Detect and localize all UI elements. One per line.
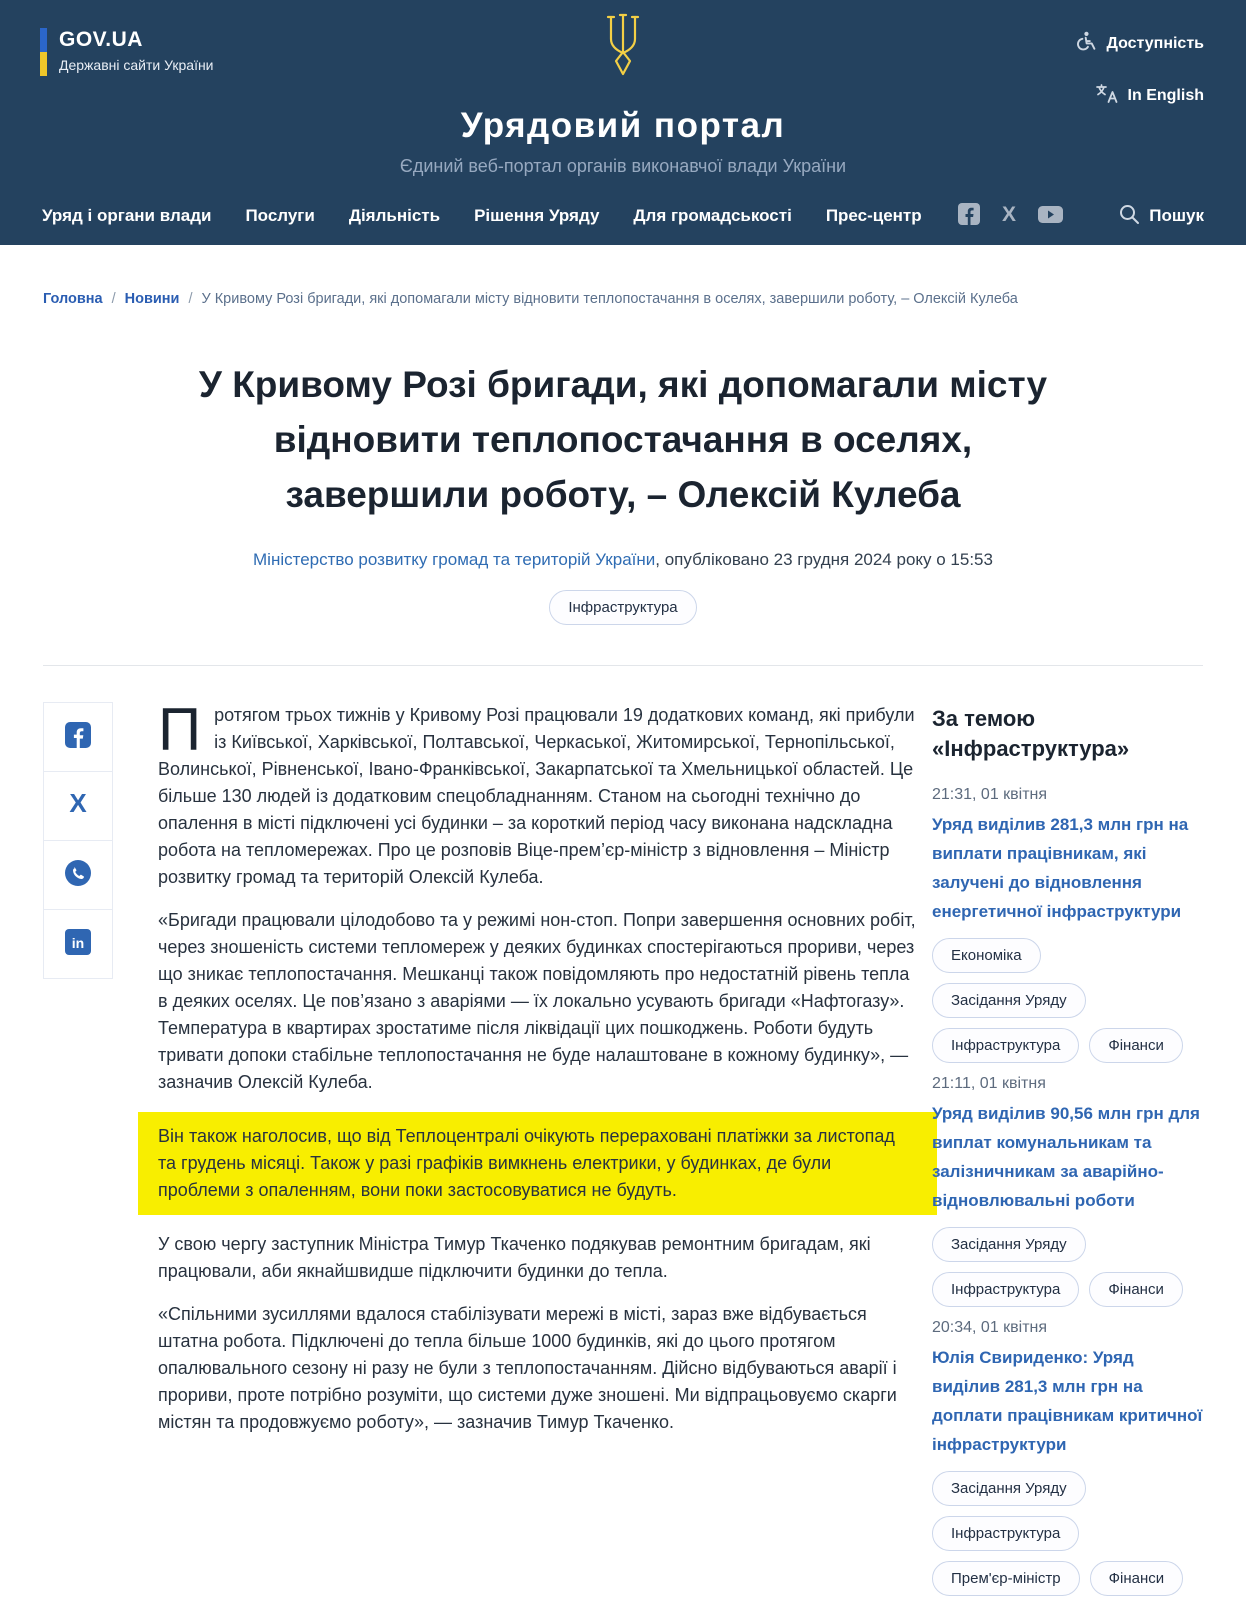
nav-item-services[interactable]: Послуги [245,206,315,225]
svg-text:X: X [69,788,87,818]
tag-pill[interactable]: Інфраструктура [932,1272,1079,1307]
article-paragraph: Протягом трьох тижнів у Кривому Розі працювали 19 додаткових команд, які прибули із Київської, Харківської, Полтавської, Черкаської, Житомирської, Тернопільської, Волинської, Рівненської, Івано-Франківської, Закарпатської та Хмельницької областей. Це більше 130 людей із додатковим спецобладнанням. Станом на сьогодні технічно до опалення в місті підключені усі будинки – за короткий період часу виконана надскладна робота на тепломережах. Про це розповів Віце-прем’єр-міністр з відновлення – Міністр розвитку громад та територій Олексій Кулеба. [158,696,915,887]
related-news-item [932,1075,1203,1307]
tag-pill[interactable]: Прем'єр-міністр [932,1561,1080,1596]
language-switch-link[interactable] [1095,82,1204,109]
search-button[interactable] [1118,203,1204,230]
article-paragraph-highlighted: Він також наголосив, що від Теплоцентралі очікують перераховані платіжки за листопад та грудень місяці. Також у разі графіків вимкнень електрики, у будинках, де були проблеми з опаленням, вони поки застосовуватися не будуть. [138,1112,937,1215]
related-news-sidebar [932,702,1203,1608]
dropcap-letter: П [158,696,202,763]
portal-subtitle: Єдиний веб-портал органів виконавчої влади України [399,156,847,176]
x-twitter-icon [63,789,93,824]
facebook-icon[interactable] [957,202,981,231]
article-paragraph: «Спільними зусиллями вдалося стабілізувати мережі в місті, зараз вже відбувається штатна робота. Підключені до тепла більше 1000 будинків, які до цього протягом опалювального сезону ні разу не були з теплопостачанням. Дійсно відбуваються аварії і прориви, проте потрібно розуміти, що системи дуже зношені. Ми відпрацьовуємо скарги містян та продовжуємо роботу», — зазначив Тимур Ткаченко. [158,1304,897,1432]
nav-item-activity[interactable]: Діяльність [348,206,441,225]
facebook-icon [64,721,92,754]
nav-item-government[interactable]: Уряд і органи влади [42,206,212,225]
article-source-link[interactable]: Міністерство розвитку громад та територій України [253,550,656,569]
tag-pill[interactable]: Засідання Уряду [932,1227,1086,1262]
article-paragraph: У свою чергу заступник Міністра Тимур Ткаченко подякував ремонтним бригадам, які працювали, аби якнайшвидше підключити будинки до тепла. [158,1234,871,1281]
tag-pill[interactable]: Фінанси [1090,1561,1184,1596]
trident-emblem-icon [602,12,644,81]
language-label: In English [1127,86,1204,104]
main-navigation [0,187,1246,245]
breadcrumb [43,245,1203,307]
accessibility-icon [1074,30,1097,58]
nav-item-press-center[interactable]: Прес-центр [825,206,922,225]
share-x-twitter-button[interactable] [43,771,113,841]
article-byline [0,550,1246,570]
news-title-link[interactable]: Уряд виділив 281,3 млн грн на виплати працівникам, які залучені до відновлення енергетичної інфраструктури [932,815,1189,921]
accessibility-label: Доступність [1106,35,1204,52]
breadcrumb-separator: / [188,291,193,307]
related-news-item [932,1319,1203,1596]
tag-pill[interactable]: Економіка [932,938,1041,973]
article-body [158,696,917,1452]
sidebar-heading: За темою «Інфраструктура» [932,706,1130,761]
breadcrumb-home[interactable]: Головна [43,291,103,307]
share-whatsapp-button[interactable] [43,840,113,910]
tag-pill[interactable]: Фінанси [1089,1028,1183,1063]
portal-title: Урядовий портал [460,106,786,145]
article-paragraph: «Бригади працювали цілодобово та у режимі нон-стоп. Попри завершення основних робіт, через зношеність системи тепломереж у деяких будинках спостерігаються прориви, через що зникає теплопостачання. Мешканці також повідомляють про недостатній рівень тепла в деяких оселях. Це пов’язано з аваріями — їх локально усувають бригади «Нафтогазу». Температура в квартирах зростатиме після ліквідації цих пошкоджень. Роботи будуть тривати допоки стабільне теплопостачання не буде налаштоване в кожному будинку», — зазначив Олексій Кулеба. [158,910,916,1092]
linkedin-icon [64,928,92,961]
news-timestamp: 21:31, 01 квітня [932,786,1048,803]
nav-item-public[interactable]: Для громадськості [633,206,792,225]
news-timestamp: 21:11, 01 квітня [932,1075,1046,1092]
page-title: У Кривому Розі бригади, які допомагали місту відновити теплопостачання в оселях, завершили роботу, – Олексій Кулеба [198,364,1048,515]
gov-ua-logo[interactable] [40,28,214,76]
news-title-link[interactable]: Юлія Свириденко: Уряд виділив 281,3 млн грн на доплати працівникам критичної інфраструктури [932,1348,1203,1454]
accessibility-link[interactable] [1074,30,1204,58]
search-label: Пошук [1149,206,1204,225]
nav-item-decisions[interactable]: Рішення Уряду [474,206,600,225]
svg-text:X: X [1002,202,1017,226]
news-timestamp: 20:34, 01 квітня [932,1319,1048,1336]
related-news-item [932,786,1203,1063]
share-rail [43,702,113,979]
news-tags [932,1227,1203,1307]
search-icon [1118,203,1140,230]
x-twitter-icon[interactable] [997,202,1021,231]
news-title-link[interactable]: Уряд виділив 90,56 млн грн для виплат комунальникам та залізничникам за аварійно-відновлювальні роботи [932,1104,1200,1210]
gov-ua-title: GOV.UA [59,28,143,51]
news-tags [932,938,1203,1063]
breadcrumb-separator: / [111,291,116,307]
breadcrumb-current: У Кривому Розі бригади, які допомагали місту відновити теплопостачання в оселях, завершили роботу, – Олексій Кулеба [201,291,1018,307]
tag-pill[interactable]: Засідання Уряду [932,1471,1086,1506]
article-tag-infrastructure[interactable]: Інфраструктура [549,590,696,625]
article-published-date: , опубліковано 23 грудня 2024 року о 15:53 [655,550,993,569]
tag-pill[interactable]: Інфраструктура [932,1028,1079,1063]
news-tags [932,1471,1203,1596]
tag-pill[interactable]: Засідання Уряду [932,983,1086,1018]
svg-text:in: in [71,934,85,951]
gov-ua-subtitle: Державні сайти України [59,57,214,73]
tag-pill[interactable]: Інфраструктура [932,1516,1079,1551]
site-header [0,0,1246,245]
share-facebook-button[interactable] [43,702,113,772]
translate-icon [1095,82,1119,109]
breadcrumb-news[interactable]: Новини [124,291,180,307]
whatsapp-icon [63,858,93,893]
section-divider [43,665,1203,666]
youtube-icon[interactable] [1037,202,1064,231]
share-linkedin-button[interactable] [43,909,113,979]
ukraine-flag-bar [40,28,47,76]
tag-pill[interactable]: Фінанси [1089,1272,1183,1307]
